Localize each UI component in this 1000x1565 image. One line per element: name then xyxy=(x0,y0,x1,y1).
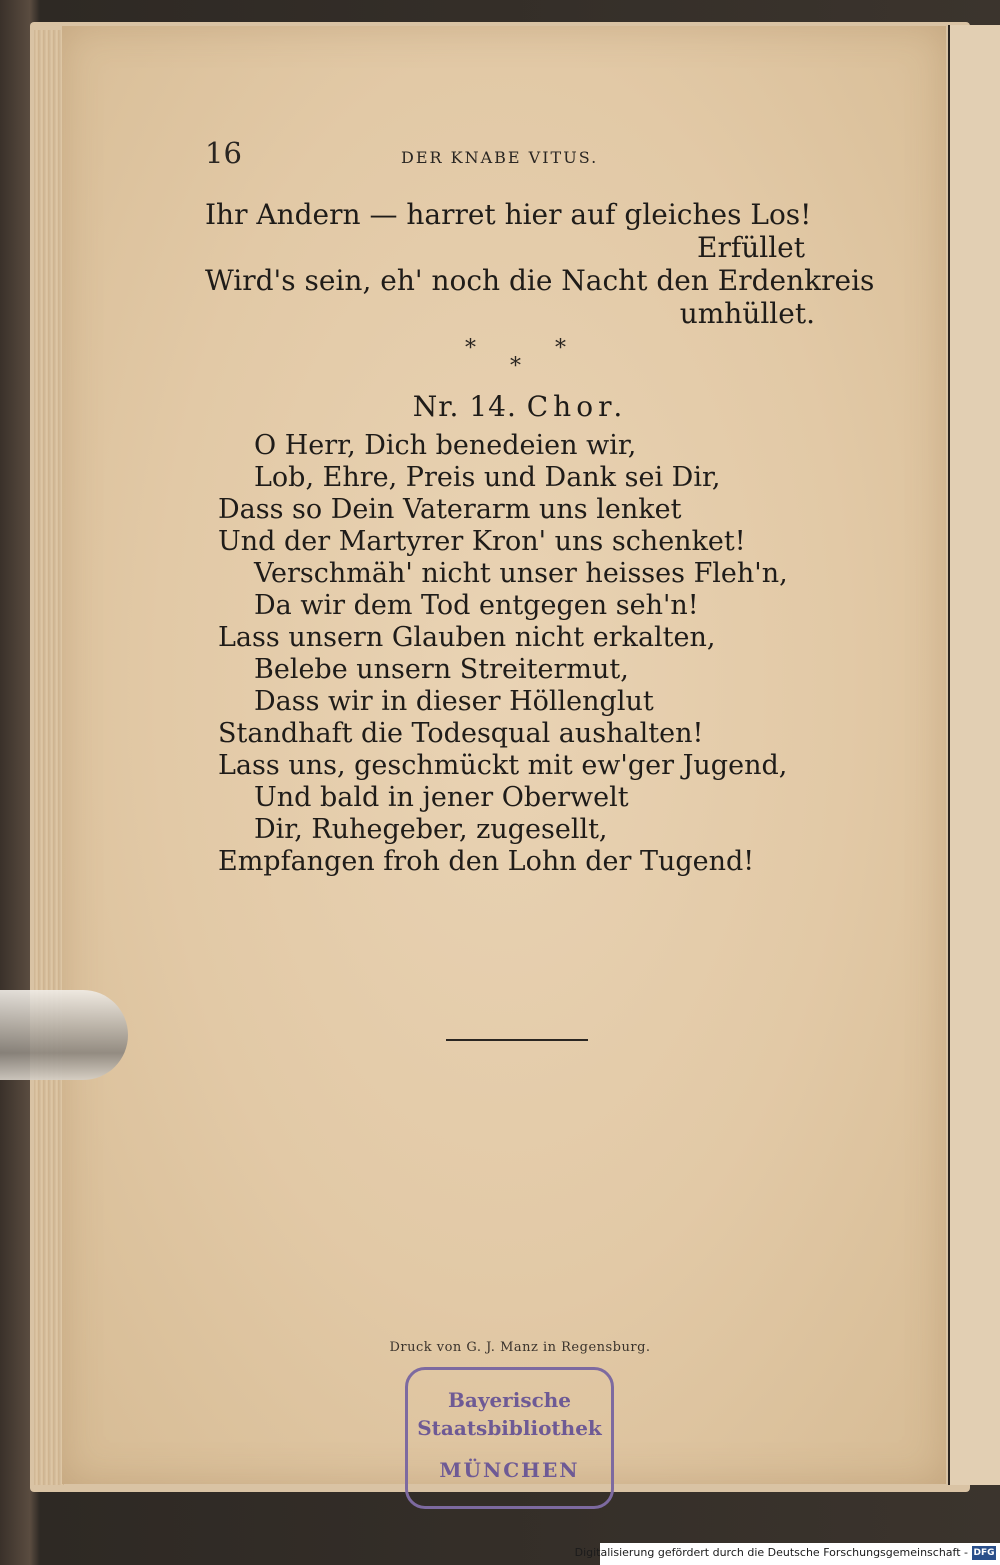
chorus-line: Und der Martyrer Kron' uns schenket! xyxy=(218,526,746,557)
chorus-line: Verschmäh' nicht unser heisses Fleh'n, xyxy=(254,558,788,589)
chorus-line: Da wir dem Tod entgegen seh'n! xyxy=(254,590,699,621)
chorus-line: Dass so Dein Vaterarm uns lenket xyxy=(218,494,682,525)
chorus-line: Und bald in jener Oberwelt xyxy=(254,782,629,813)
running-title: DER KNABE VITUS. xyxy=(401,148,599,167)
section-number: Nr. 14. xyxy=(412,390,517,423)
verse-line: Ihr Andern — harret hier auf gleiches Los! xyxy=(205,198,812,231)
asterisk: * xyxy=(555,336,566,361)
chorus-line: Standhaft die Todesqual aushalten! xyxy=(218,718,704,749)
verse-block xyxy=(205,198,875,330)
stamp-line: Staatsbibliothek xyxy=(417,1416,602,1440)
verse-line: umhüllet. xyxy=(679,297,815,330)
chorus-line: Lass unsern Glauben nicht erkalten, xyxy=(218,622,716,653)
verse-line: Erfüllet xyxy=(697,231,805,264)
stamp-line: Bayerische xyxy=(447,1388,572,1412)
chorus-line: Belebe unsern Streitermut, xyxy=(254,654,629,685)
chorus-line: Lob, Ehre, Preis und Dank sei Dir, xyxy=(254,462,721,493)
chorus-line: Dass wir in dieser Höllenglut xyxy=(254,686,654,717)
library-stamp xyxy=(405,1367,614,1509)
chorus-line: Lass uns, geschmückt mit ew'ger Jugend, xyxy=(218,750,788,781)
page-header xyxy=(205,136,835,170)
asterism-separator xyxy=(450,336,590,379)
verse-line: Wird's sein, eh' noch die Nacht den Erdenkreis xyxy=(205,264,875,297)
page-clip xyxy=(0,990,128,1080)
footer-bar xyxy=(574,1543,1000,1565)
end-rule xyxy=(446,1039,588,1041)
printer-imprint: Druck von G. J. Manz in Regensburg. xyxy=(389,1340,651,1355)
asterisk: * xyxy=(510,354,521,379)
chorus-text xyxy=(218,430,818,878)
chorus-line: Empfangen froh den Lohn der Tugend! xyxy=(218,846,755,877)
dfg-logo-icon: DFG xyxy=(973,1548,995,1558)
funding-notice: Digitalisierung gefördert durch die Deutsche Forschungsgemeinschaft - xyxy=(574,1546,968,1559)
page-number: 16 xyxy=(205,136,242,170)
stamp-line: MÜNCHEN xyxy=(439,1458,580,1482)
facing-page-edge xyxy=(948,25,1000,1485)
section-title: Chor. xyxy=(526,390,628,423)
chorus-line: O Herr, Dich benedeien wir, xyxy=(254,430,637,461)
chorus-line: Dir, Ruhegeber, zugesellt, xyxy=(254,814,608,845)
section-heading xyxy=(200,390,840,423)
asterisk: * xyxy=(465,336,476,361)
page-edges xyxy=(34,30,64,1485)
